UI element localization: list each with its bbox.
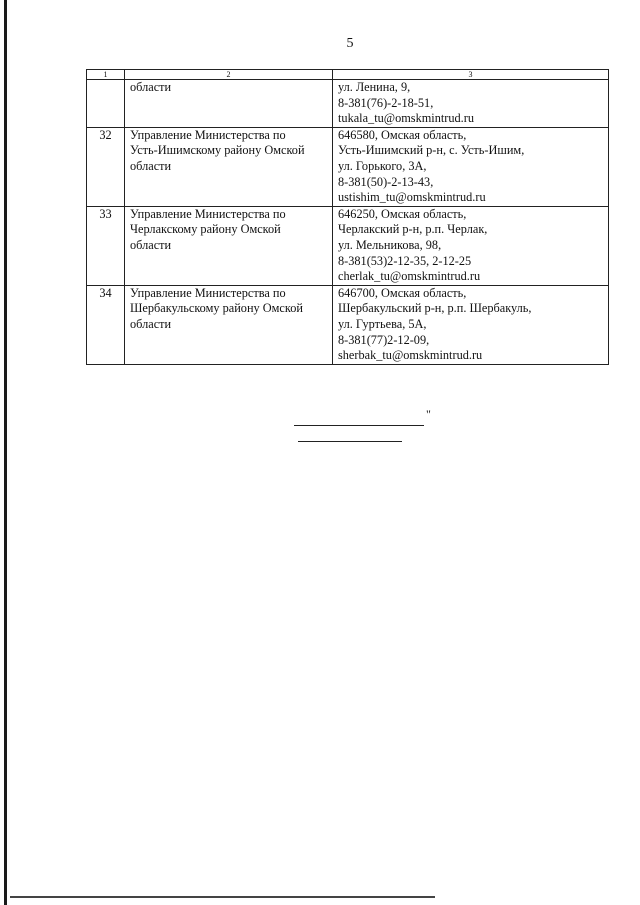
organization-name — [125, 127, 333, 206]
name-line: Управление Министерства по — [130, 206, 286, 221]
name-line: Шербакульскому району Омской — [130, 301, 303, 316]
closing-rule-bottom — [298, 441, 402, 442]
address-line: sherbak_tu@omskmintrud.ru — [338, 348, 483, 363]
closing-rule-top — [294, 425, 424, 426]
address-line: 646580, Омская область, — [338, 127, 467, 142]
name-line: Управление Министерства по — [130, 285, 286, 300]
address-line: 8-381(77)2-12-09, — [338, 332, 430, 347]
column-number-2: 2 — [125, 70, 333, 80]
table-row — [87, 285, 609, 364]
address-line: 8-381(50)-2-13-43, — [338, 174, 434, 189]
closing-quote: " — [426, 407, 431, 421]
address-line: tukala_tu@omskmintrud.ru — [338, 111, 474, 126]
column-number-3: 3 — [333, 70, 609, 80]
organization-address — [333, 80, 609, 128]
organization-address — [333, 285, 609, 364]
address-line: ул. Горького, 3А, — [338, 158, 427, 173]
address-line: 646250, Омская область, — [338, 206, 467, 221]
address-line: 8-381(53)2-12-35, 2-12-25 — [338, 253, 472, 268]
address-line: ustishim_tu@omskmintrud.ru — [338, 190, 486, 205]
organization-address — [333, 206, 609, 285]
name-line: области — [130, 237, 172, 252]
row-number: 32 — [87, 127, 125, 206]
organization-name — [125, 80, 333, 128]
address-line: ул. Гуртьева, 5А, — [338, 316, 427, 331]
name-line: Черлакскому району Омской — [130, 222, 281, 237]
organization-name — [125, 206, 333, 285]
scan-edge — [4, 0, 7, 905]
column-number-1: 1 — [87, 70, 125, 80]
address-line: 646700, Омская область, — [338, 285, 467, 300]
name-line: Усть-Ишимскому району Омской — [130, 143, 305, 158]
row-number: 34 — [87, 285, 125, 364]
page-number: 5 — [346, 36, 354, 51]
address-line: Шербакульский р-н, р.п. Шербакуль, — [338, 301, 532, 316]
name-line: области — [130, 158, 172, 173]
address-line: 8-381(76)-2-18-51, — [338, 95, 434, 110]
organization-name — [125, 285, 333, 364]
column-number-row — [87, 70, 609, 80]
address-line: ул. Ленина, 9, — [338, 80, 411, 94]
table-row — [87, 206, 609, 285]
row-number: 33 — [87, 206, 125, 285]
organization-address — [333, 127, 609, 206]
address-line: ул. Мельникова, 98, — [338, 237, 442, 252]
table-body — [87, 70, 609, 365]
name-line: области — [130, 80, 172, 94]
address-line: Усть-Ишимский р-н, с. Усть-Ишим, — [338, 143, 525, 158]
table-row — [87, 127, 609, 206]
organizations-table — [86, 69, 609, 365]
row-number — [87, 80, 125, 128]
table-row — [87, 80, 609, 128]
scan-bottom-edge — [10, 896, 435, 898]
name-line: области — [130, 316, 172, 331]
address-line: cherlak_tu@omskmintrud.ru — [338, 269, 481, 284]
name-line: Управление Министерства по — [130, 127, 286, 142]
address-line: Черлакский р-н, р.п. Черлак, — [338, 222, 488, 237]
